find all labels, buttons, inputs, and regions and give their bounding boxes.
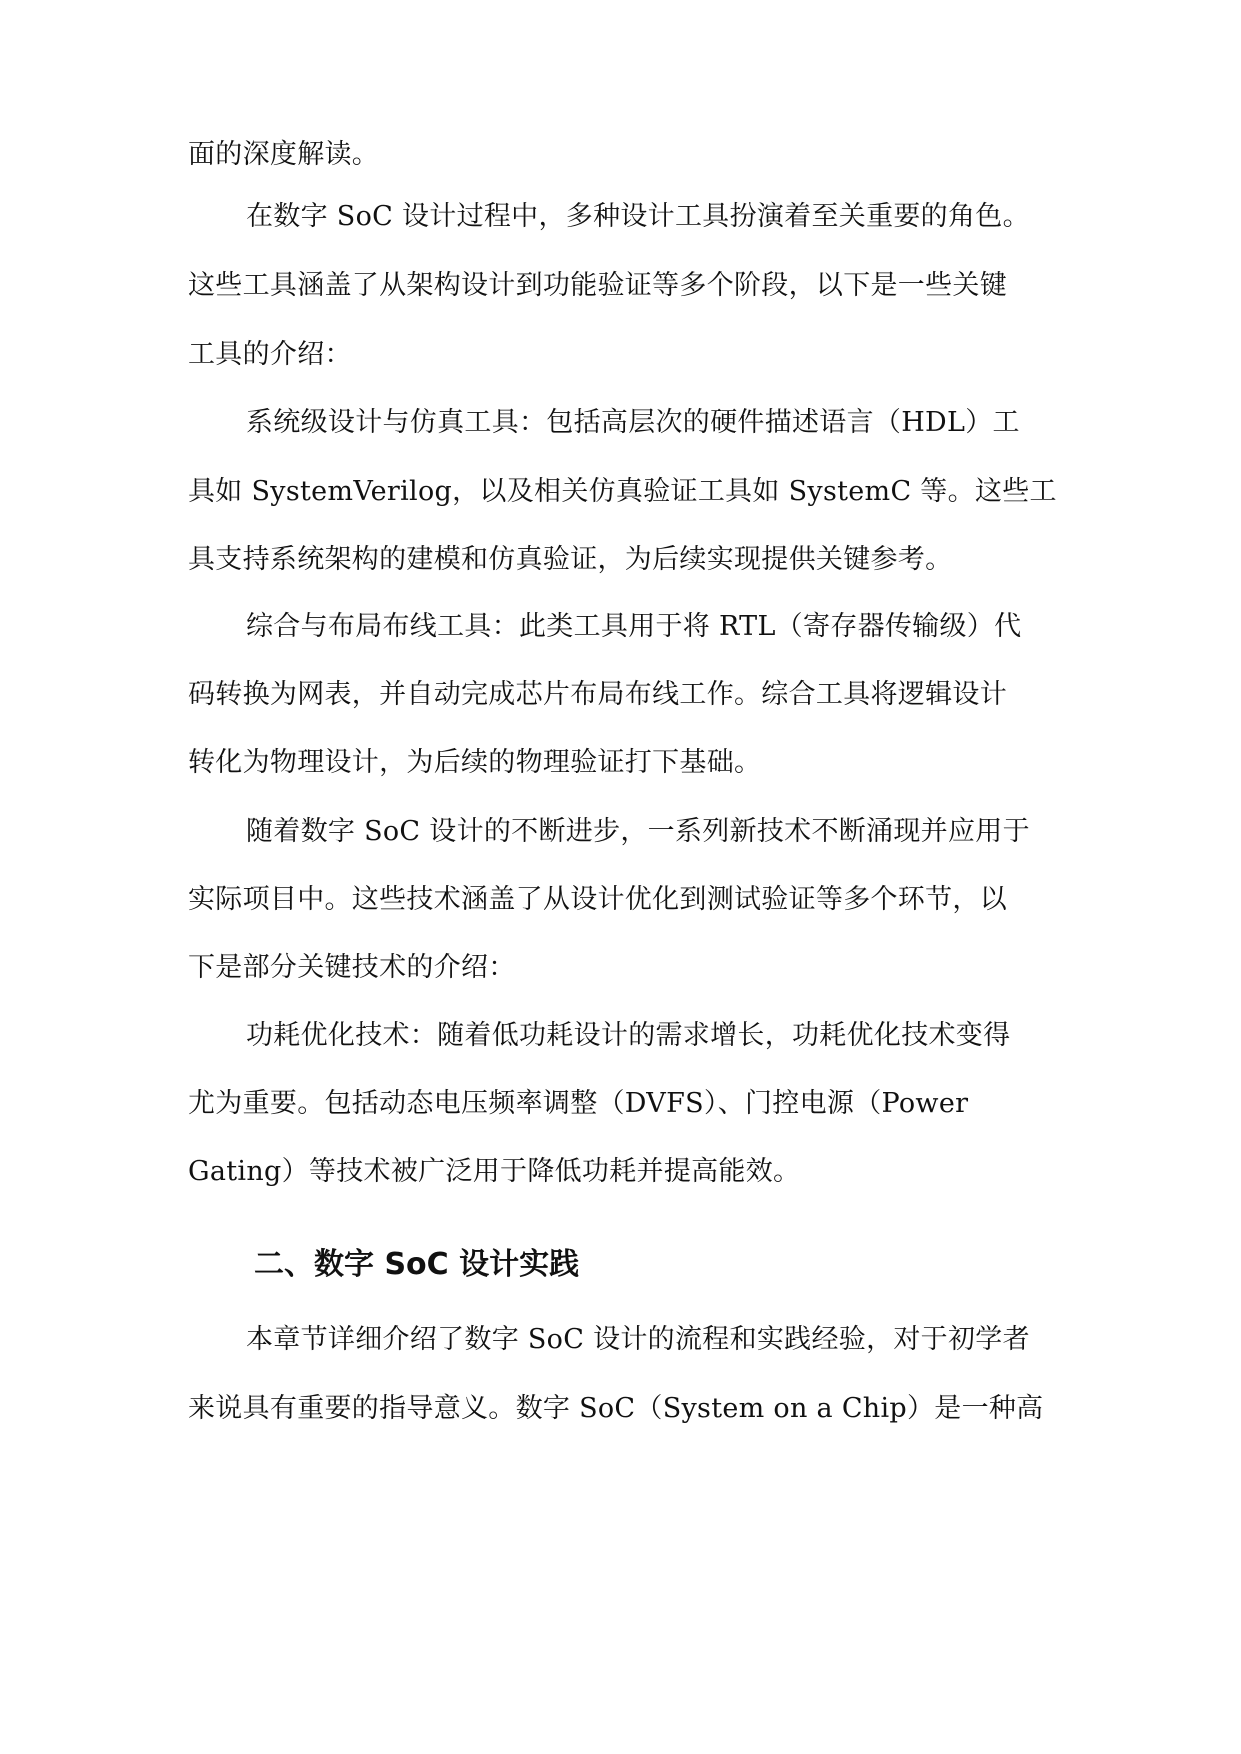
paragraph-line: 实际项目中。这些技术涵盖了从设计优化到测试验证等多个环节，以 [188,884,1007,915]
paragraph-line: 尤为重要。包括动态电压频率调整（DVFS）、门控电源（Power [188,1088,969,1119]
paragraph-line: 随着数字 SoC 设计的不断进步，一系列新技术不断涌现并应用于 [246,816,1030,847]
paragraph-line: 工具的介绍： [188,339,352,370]
paragraph-line: Gating）等技术被广泛用于降低功耗并提高能效。 [188,1156,801,1187]
paragraph-line: 综合与布局布线工具：此类工具用于将 RTL（寄存器传输级）代 [246,611,1022,642]
paragraph-line: 转化为物理设计，为后续的物理验证打下基础。 [188,747,762,778]
paragraph-line: 具支持系统架构的建模和仿真验证，为后续实现提供关键参考。 [188,544,953,575]
paragraph-line: 本章节详细介绍了数字 SoC 设计的流程和实践经验，对于初学者 [246,1324,1030,1355]
paragraph-line: 这些工具涵盖了从架构设计到功能验证等多个阶段，以下是一些关键 [188,270,1007,301]
paragraph-line: 面的深度解读。 [188,139,380,170]
paragraph-line: 系统级设计与仿真工具：包括高层次的硬件描述语言（HDL）工 [246,407,1020,438]
paragraph-line: 功耗优化技术：随着低功耗设计的需求增长，功耗优化技术变得 [246,1020,1011,1051]
paragraph-line: 来说具有重要的指导意义。数字 SoC（System on a Chip）是一种高 [188,1393,1044,1424]
paragraph-line: 下是部分关键技术的介绍： [188,952,516,983]
paragraph-line: 具如 SystemVerilog，以及相关仿真验证工具如 SystemC 等。这些工 [188,476,1057,507]
paragraph-line: 码转换为网表，并自动完成芯片布局布线工作。综合工具将逻辑设计 [188,679,1007,710]
paragraph-line: 在数字 SoC 设计过程中，多种设计工具扮演着至关重要的角色。 [246,201,1030,232]
section-heading: 二、数字 SoC 设计实践 [254,1247,580,1282]
